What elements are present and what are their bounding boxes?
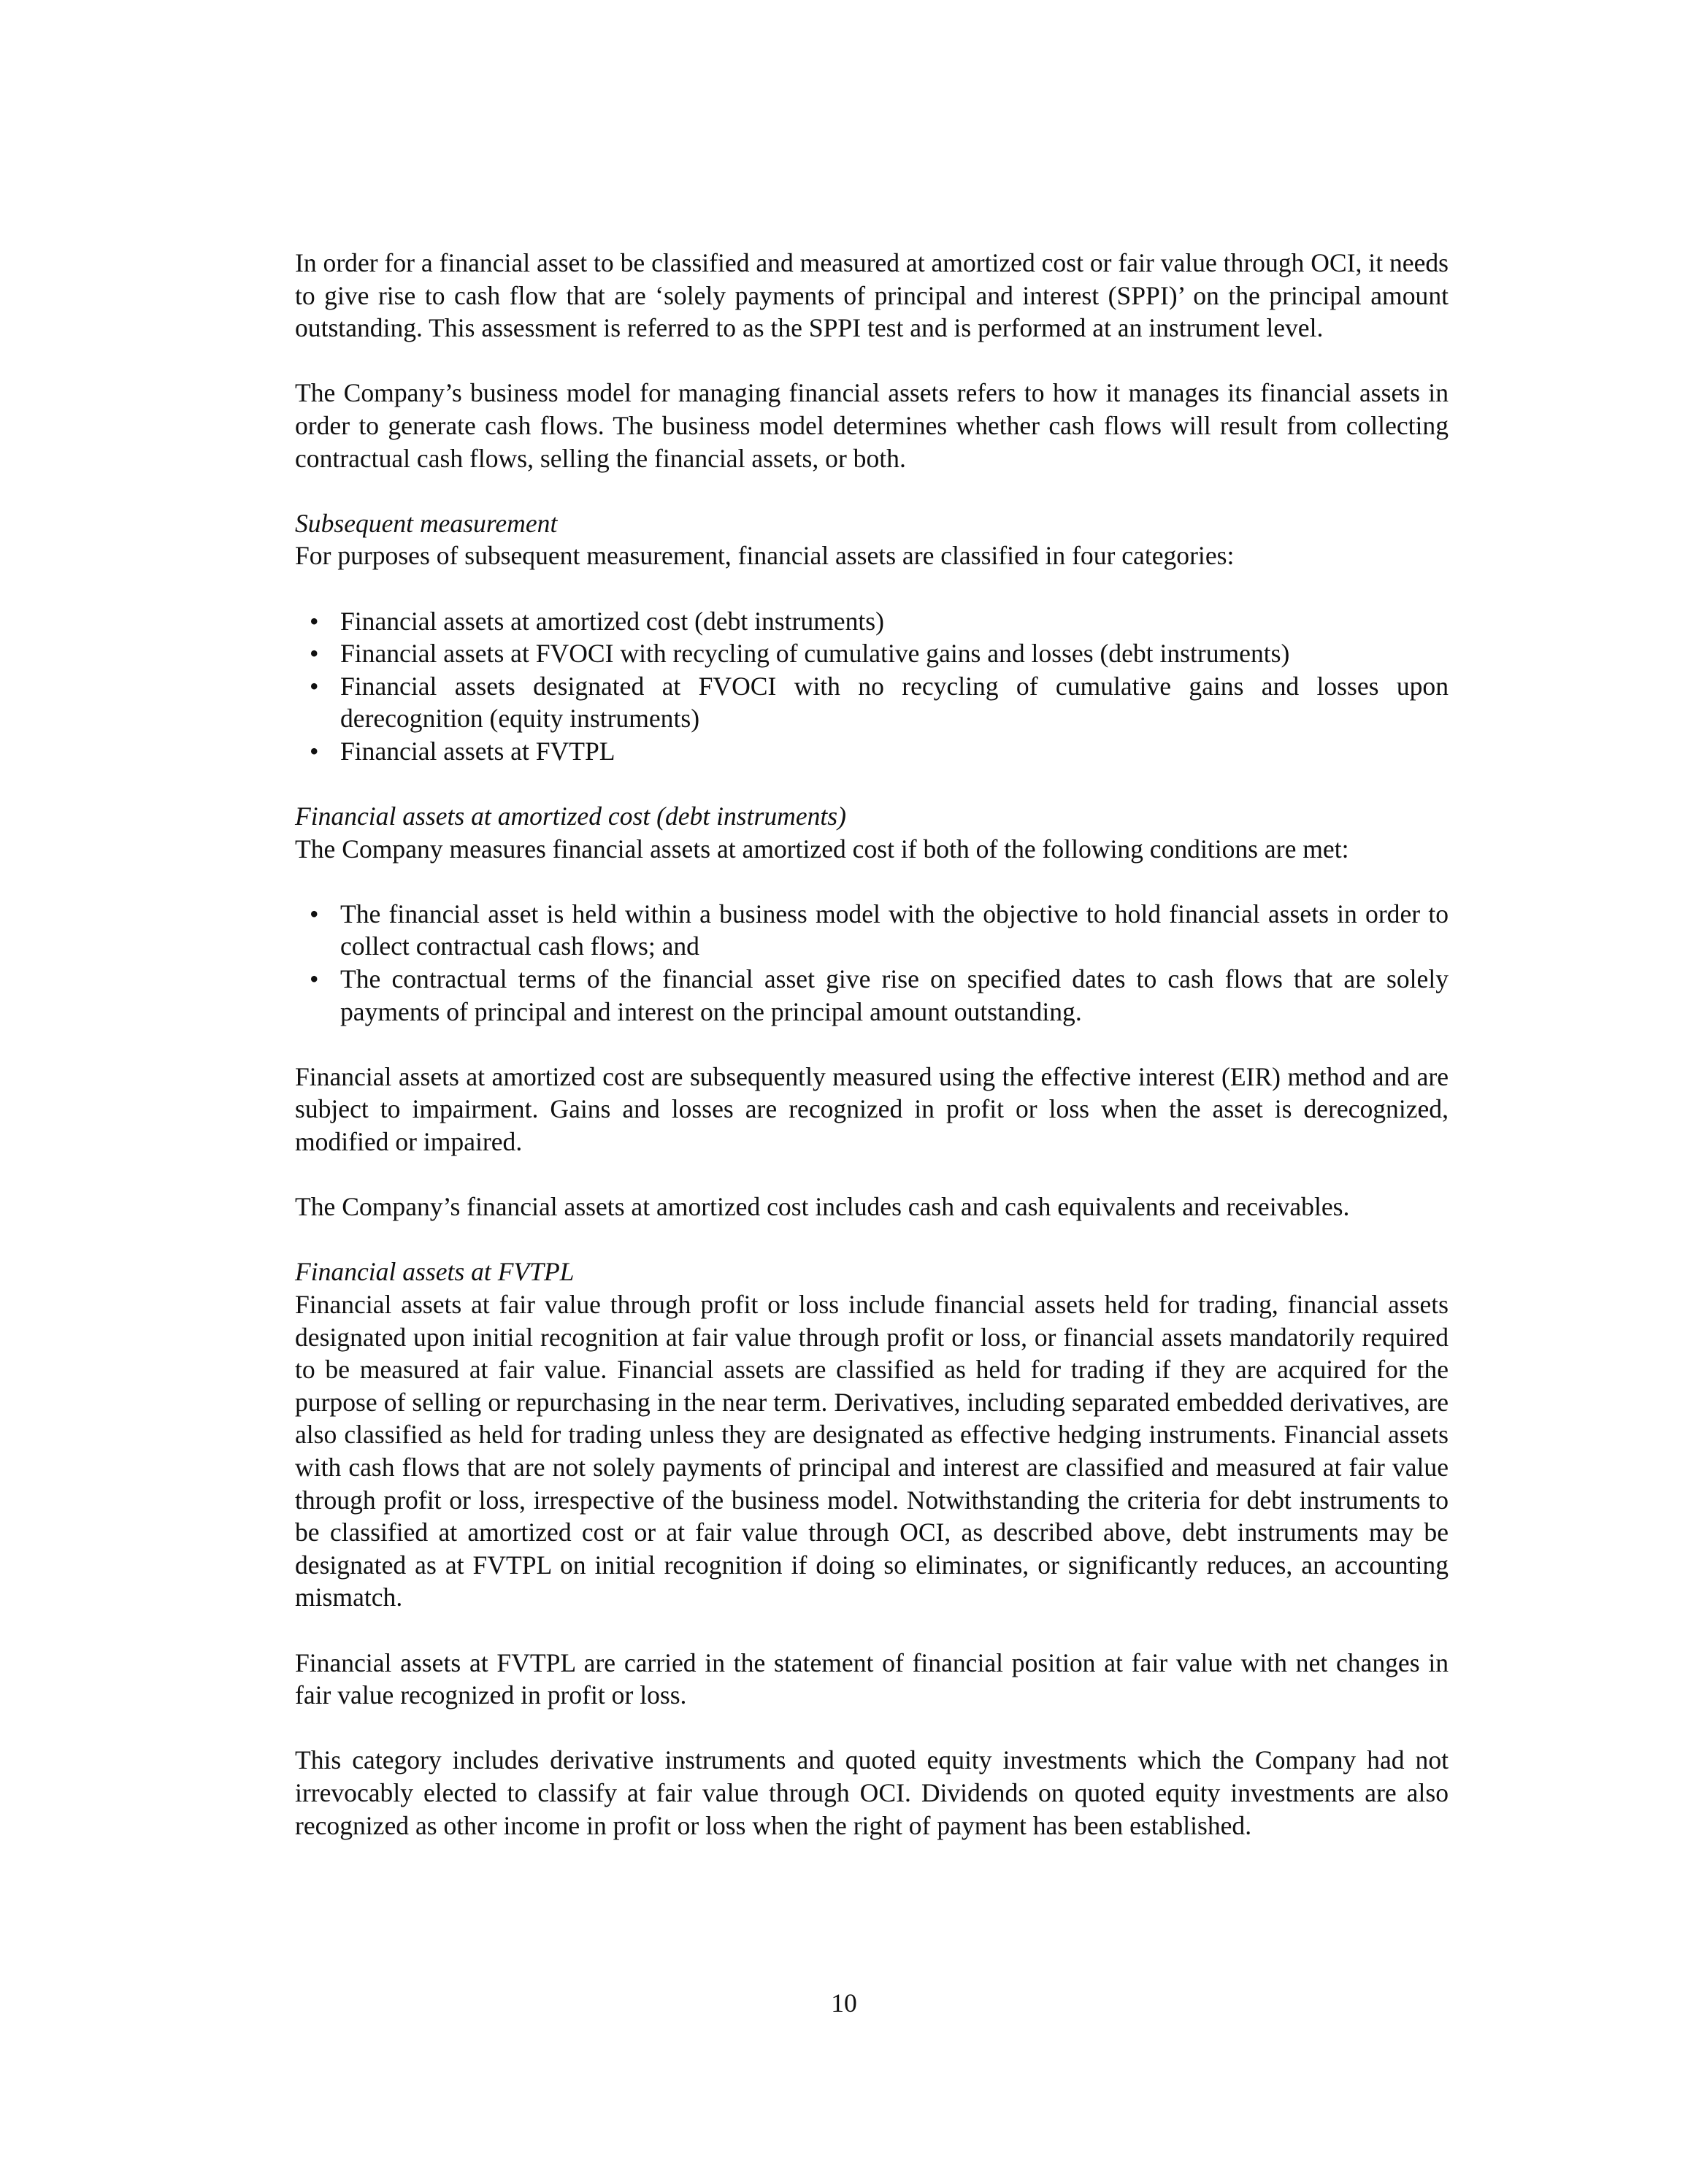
eir-paragraph: Financial assets at amortized cost are subsequently measured using the effective interest (EIR) method and are subject to impairment. Gains and losses are recognized in profit or loss when the asset is derecognized, modified or impaired.: [295, 1061, 1449, 1157]
sppi-paragraph: In order for a financial asset to be classified and measured at amortized cost or fair value through OCI, it needs to give rise to cash flow that are ‘solely payments of principal and interest (SPPI)’ on the principal amount outstanding. This assessment is referred to as the SPPI test and is performed at an instrument level.: [295, 248, 1449, 343]
list-item-text: The contractual terms of the financial asset give rise on specified dates to cash flows that are solely payments of principal and interest on the principal amount outstanding.: [340, 964, 1449, 1026]
business-model-paragraph: The Company’s business model for managing financial assets refers to how it manages its financial assets in order to generate cash flows. The business model determines whether cash flows will result from collecting contractual cash flows, selling the financial assets, or both.: [295, 378, 1449, 473]
page-content: [295, 247, 1449, 1875]
bullet-icon: •: [310, 899, 319, 928]
bullet-icon: •: [310, 639, 319, 669]
list-item: [295, 735, 1449, 768]
list-item-text: Financial assets at FVTPL: [340, 736, 615, 766]
bullet-icon: •: [310, 606, 319, 636]
list-item: [295, 605, 1449, 638]
list-item-text: Financial assets at FVOCI with recycling of cumulative gains and losses (debt instruments): [340, 639, 1290, 669]
list-item-text: Financial assets at amortized cost (debt instruments): [340, 606, 884, 636]
conditions-list: [295, 898, 1449, 1028]
fvtpl-category-paragraph: This category includes derivative instruments and quoted equity investments which the Company had not irrevocably elected to classify at fair value through OCI. Dividends on quoted equity investments are also recognized as other income in profit or loss when the right of payment has been established.: [295, 1745, 1449, 1840]
amortized-cost-includes-paragraph: The Company’s financial assets at amortized cost includes cash and cash equivalents and receivables.: [295, 1192, 1350, 1222]
list-item: [295, 637, 1449, 670]
list-item: [295, 963, 1449, 1028]
fvtpl-carried-paragraph: Financial assets at FVTPL are carried in the statement of financial position at fair value with net changes in fair value recognized in profit or loss.: [295, 1647, 1449, 1710]
category-list: [295, 605, 1449, 768]
bullet-icon: •: [310, 736, 319, 766]
list-item: [295, 898, 1449, 963]
list-item-text: The financial asset is held within a business model with the objective to hold financial assets in order to collect contractual cash flows; and: [340, 899, 1449, 961]
bullet-icon: •: [310, 671, 319, 701]
list-item: [295, 670, 1449, 735]
page-number: 10: [831, 1988, 857, 2018]
amortized-cost-heading: Financial assets at amortized cost (debt instruments): [295, 801, 846, 831]
amortized-cost-intro: The Company measures financial assets at amortized cost if both of the following conditions are met:: [295, 834, 1349, 864]
bullet-icon: •: [310, 964, 319, 994]
list-item-text: Financial assets designated at FVOCI with no recycling of cumulative gains and losses upon derecognition (equity instruments): [340, 671, 1449, 734]
fvtpl-definition-paragraph: Financial assets at fair value through profit or loss include financial assets held for trading, financial assets designated upon initial recognition at fair value through profit or loss, or financial assets mandatorily required to be measured at fair value. Financial assets are classified as held for trading if they are acquired for the purpose of selling or repurchasing in the near term. Derivatives, including separated embedded derivatives, are also classified as held for trading unless they are designated as effective hedging instruments. Financial assets with cash flows that are not solely payments of principal and interest are classified and measured at fair value through profit or loss, irrespective of the business model. Notwithstanding the criteria for debt instruments to be classified at amortized cost or at fair value through OCI, as described above, debt instruments may be designated as at FVTPL on initial recognition if doing so eliminates, or significantly reduces, an accounting mismatch.: [295, 1290, 1449, 1612]
subsequent-measurement-heading: Subsequent measurement: [295, 508, 558, 538]
fvtpl-heading: Financial assets at FVTPL: [295, 1257, 575, 1287]
subsequent-measurement-intro: For purposes of subsequent measurement, financial assets are classified in four categories:: [295, 541, 1235, 571]
